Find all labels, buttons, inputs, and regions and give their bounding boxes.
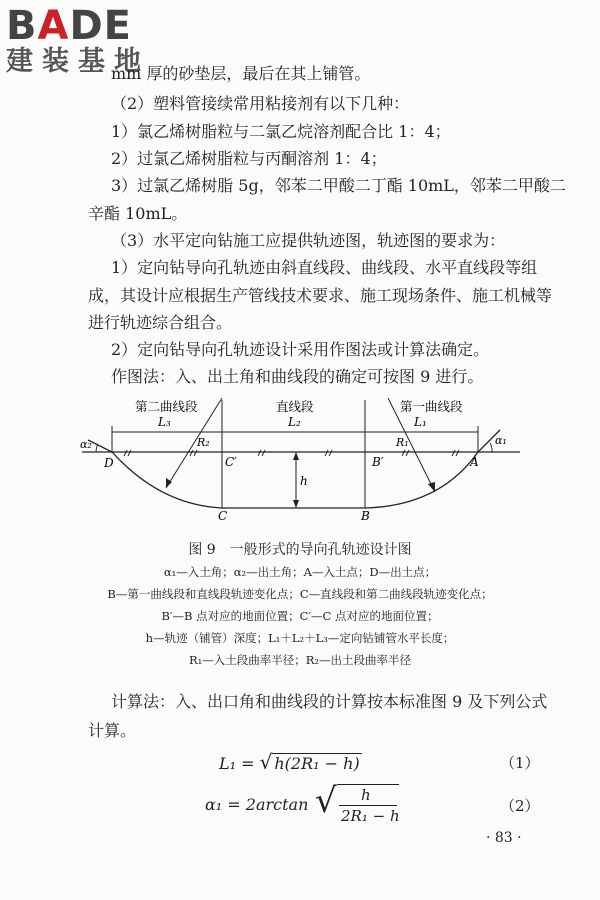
label-l2: L₂ xyxy=(288,415,301,429)
label-a: A xyxy=(470,455,479,469)
paragraph-line: 计算。 xyxy=(88,721,137,740)
label-second-curve: 第二曲线段 xyxy=(135,399,198,414)
label-first-curve: 第一曲线段 xyxy=(400,399,463,414)
label-c-prime: C′ xyxy=(225,455,237,469)
label-r2: R₂ xyxy=(197,436,210,449)
paragraph-line: 1）氯乙烯树脂粒与二氯乙烷溶剂配合比 1：4； xyxy=(111,122,451,141)
logo-subtitle: 建装基地 xyxy=(6,46,150,77)
formula-1 xyxy=(219,750,362,774)
label-straight: 直线段 xyxy=(276,399,314,414)
figure-caption-line: B—第一曲线段和直线段轨迹变化点；C—直线段和第二曲线段轨迹变化点； xyxy=(107,587,493,601)
formula-1-rhs: h(2R₁ − h) xyxy=(274,754,360,773)
page-number: · 83 · xyxy=(486,830,522,846)
paragraph-line: 计算法：入、出口角和曲线段的计算按本标准图 9 及下列公式 xyxy=(111,692,548,711)
paragraph-line: 作图法：入、出土角和曲线段的确定可按图 9 进行。 xyxy=(111,367,484,386)
label-l3: L₃ xyxy=(158,415,171,429)
paragraph-line: 3）过氯乙烯树脂 5g，邻苯二甲酸二丁酯 10mL，邻苯二甲酸二 xyxy=(111,176,566,195)
label-alpha1: α₁ xyxy=(495,434,507,447)
label-l1: L₁ xyxy=(414,415,427,429)
figure-caption-line: B′—B 点对应的地面位置；C′—C 点对应的地面位置； xyxy=(161,609,439,623)
figure-caption-title: 图 9 一般形式的导向孔轨迹设计图 xyxy=(188,542,412,558)
formula-2-lhs: α₁ = 2arctan xyxy=(205,795,309,814)
label-b-prime: B′ xyxy=(372,455,384,469)
paragraph-line: 辛酯 10mL。 xyxy=(88,204,188,223)
logo-wordmark: BADE xyxy=(6,3,132,49)
formula-2-denominator: 2R₁ − h xyxy=(341,807,400,825)
sqrt-symbol: √ xyxy=(315,781,337,821)
paragraph-line: 成，其设计应根据生产管线技术要求、施工现场条件、施工机械等 xyxy=(88,286,553,305)
equation-number-2: （2） xyxy=(500,797,540,815)
paragraph-line: 2）过氯乙烯树脂粒与丙酮溶剂 1：4； xyxy=(111,149,387,168)
label-b: B xyxy=(361,509,370,523)
ground-hatch xyxy=(124,450,459,456)
label-d: D xyxy=(104,456,114,470)
label-alpha2: α₂ xyxy=(80,438,92,451)
paragraph-line: （3）水平定向钻施工应提供轨迹图，轨迹图的要求为： xyxy=(111,231,506,250)
formula-1-lhs: L₁ = xyxy=(219,754,260,773)
sqrt-symbol: √ xyxy=(259,750,273,774)
figure-caption-line: α₁—入土角；α₂—出土角；A—入土点；D—出土点； xyxy=(163,565,437,579)
equation-number-1: （1） xyxy=(500,754,540,772)
label-r1: R₁ xyxy=(396,436,409,449)
paragraph-line: 2）定向钻导向孔轨迹设计采用作图法或计算法确定。 xyxy=(111,340,490,359)
trajectory-curve xyxy=(88,430,500,508)
label-c: C xyxy=(218,509,228,523)
paragraph-line: 进行轨迹综合组合。 xyxy=(88,313,233,332)
figure-caption-line: R₁—入土段曲率半径；R₂—出土段曲率半径 xyxy=(188,653,412,667)
figure-caption-line: h—轨迹（铺管）深度；L₁＋L₂＋L₃—定向钻铺管水平长度； xyxy=(145,631,455,645)
label-h: h xyxy=(300,474,308,488)
paragraph-line: 1）定向钻导向孔轨迹由斜直线段、曲线段、水平直线段等组 xyxy=(111,258,538,277)
paragraph-line: （2）塑料管接续常用粘接剂有以下几种： xyxy=(111,94,410,113)
paragraph-line: mm 厚的砂垫层，最后在其上铺管。 xyxy=(111,64,371,83)
formula-2-numerator: h xyxy=(361,786,371,804)
